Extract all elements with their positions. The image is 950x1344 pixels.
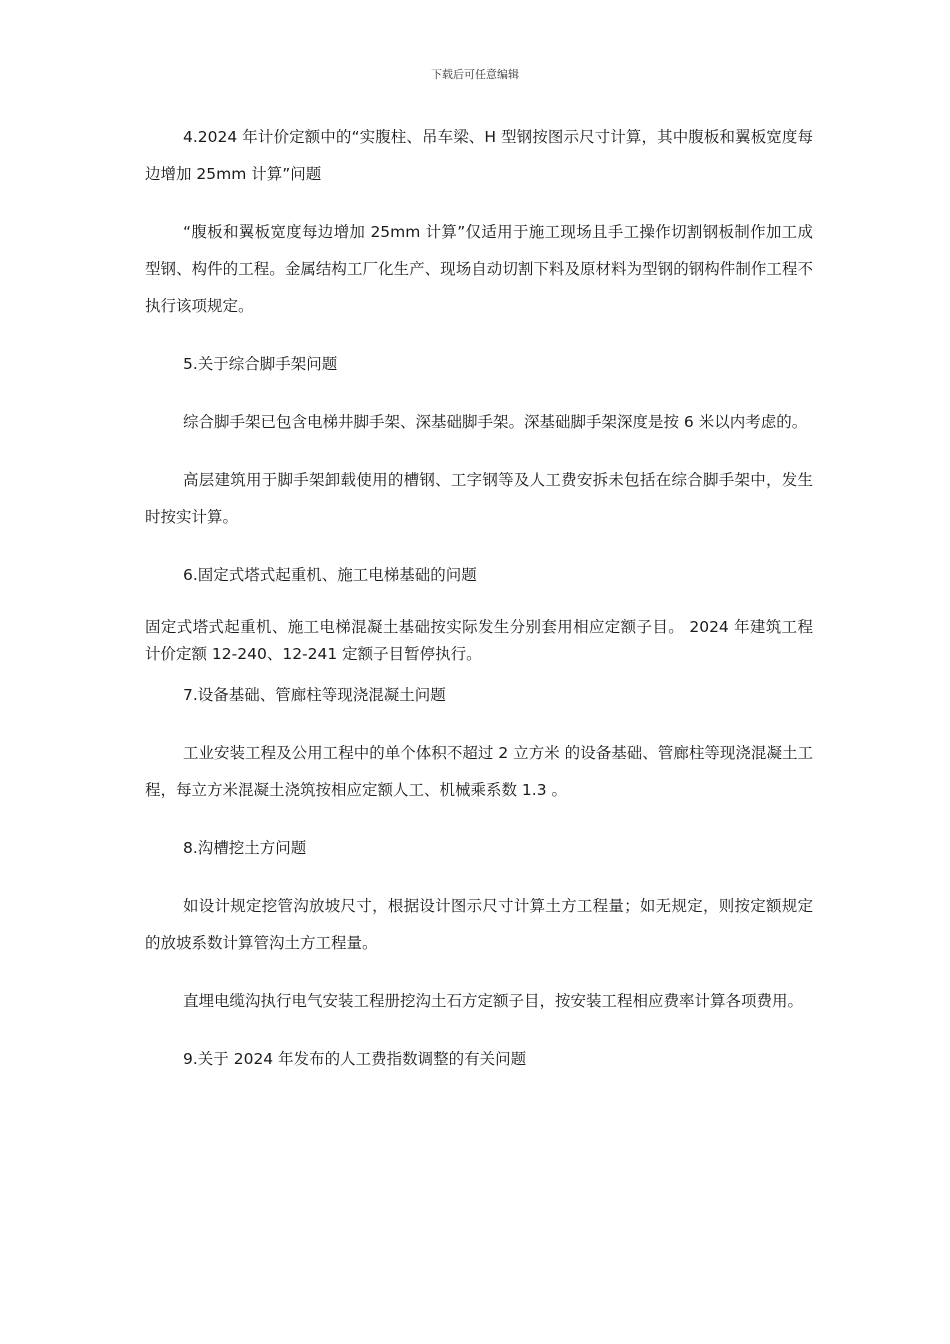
section-5-paragraph-1: 综合脚手架已包含电梯井脚手架、深基础脚手架。深基础脚手架深度是按 6 米以内考虑的。 (183, 413, 808, 431)
document-body (145, 119, 813, 1078)
page-header-note: 下载后可任意编辑 (431, 68, 519, 81)
section-6-heading: 6.固定式塔式起重机、施工电梯基础的问题 (183, 566, 477, 584)
section-5-heading: 5.关于综合脚手架问题 (183, 355, 338, 373)
section-8-heading: 8.沟槽挖土方问题 (183, 839, 307, 857)
section-4-paragraph: “腹板和翼板宽度每边增加 25mm 计算”仅适用于施工现场且手工操作切割钢板制作加工成型钢、构件的工程。金属结构工厂化生产、现场自动切割下料及原材料为型钢的钢构件制作工程不执行该项规定。 (145, 223, 813, 315)
section-7-heading: 7.设备基础、管廊柱等现浇混凝土问题 (183, 686, 446, 704)
section-8-paragraph-1: 如设计规定挖管沟放坡尺寸，根据设计图示尺寸计算土方工程量；如无规定，则按定额规定的放坡系数计算管沟土方工程量。 (145, 897, 813, 952)
section-7-paragraph: 工业安装工程及公用工程中的单个体积不超过 2 立方米 的设备基础、管廊柱等现浇混凝土工程，每立方米混凝土浇筑按相应定额人工、机械乘系数 1.3 。 (145, 744, 813, 799)
section-4-heading: 4.2024 年计价定额中的“实腹柱、吊车梁、H 型钢按图示尺寸计算，其中腹板和翼板宽度每边增加 25mm 计算”问题 (145, 128, 813, 183)
section-9-heading: 9.关于 2024 年发布的人工费指数调整的有关问题 (183, 1050, 527, 1068)
section-6-paragraph: 固定式塔式起重机、施工电梯混凝土基础按实际发生分别套用相应定额子目。 2024 年建筑工程计价定额 12-240、12-241 定额子目暂停执行。 (145, 618, 813, 663)
section-5-paragraph-2: 高层建筑用于脚手架卸载使用的槽钢、工字钢等及人工费安拆未包括在综合脚手架中，发生时按实计算。 (145, 471, 813, 526)
section-8-paragraph-2: 直埋电缆沟执行电气安装工程册挖沟土石方定额子目，按安装工程相应费率计算各项费用。 (183, 992, 804, 1010)
